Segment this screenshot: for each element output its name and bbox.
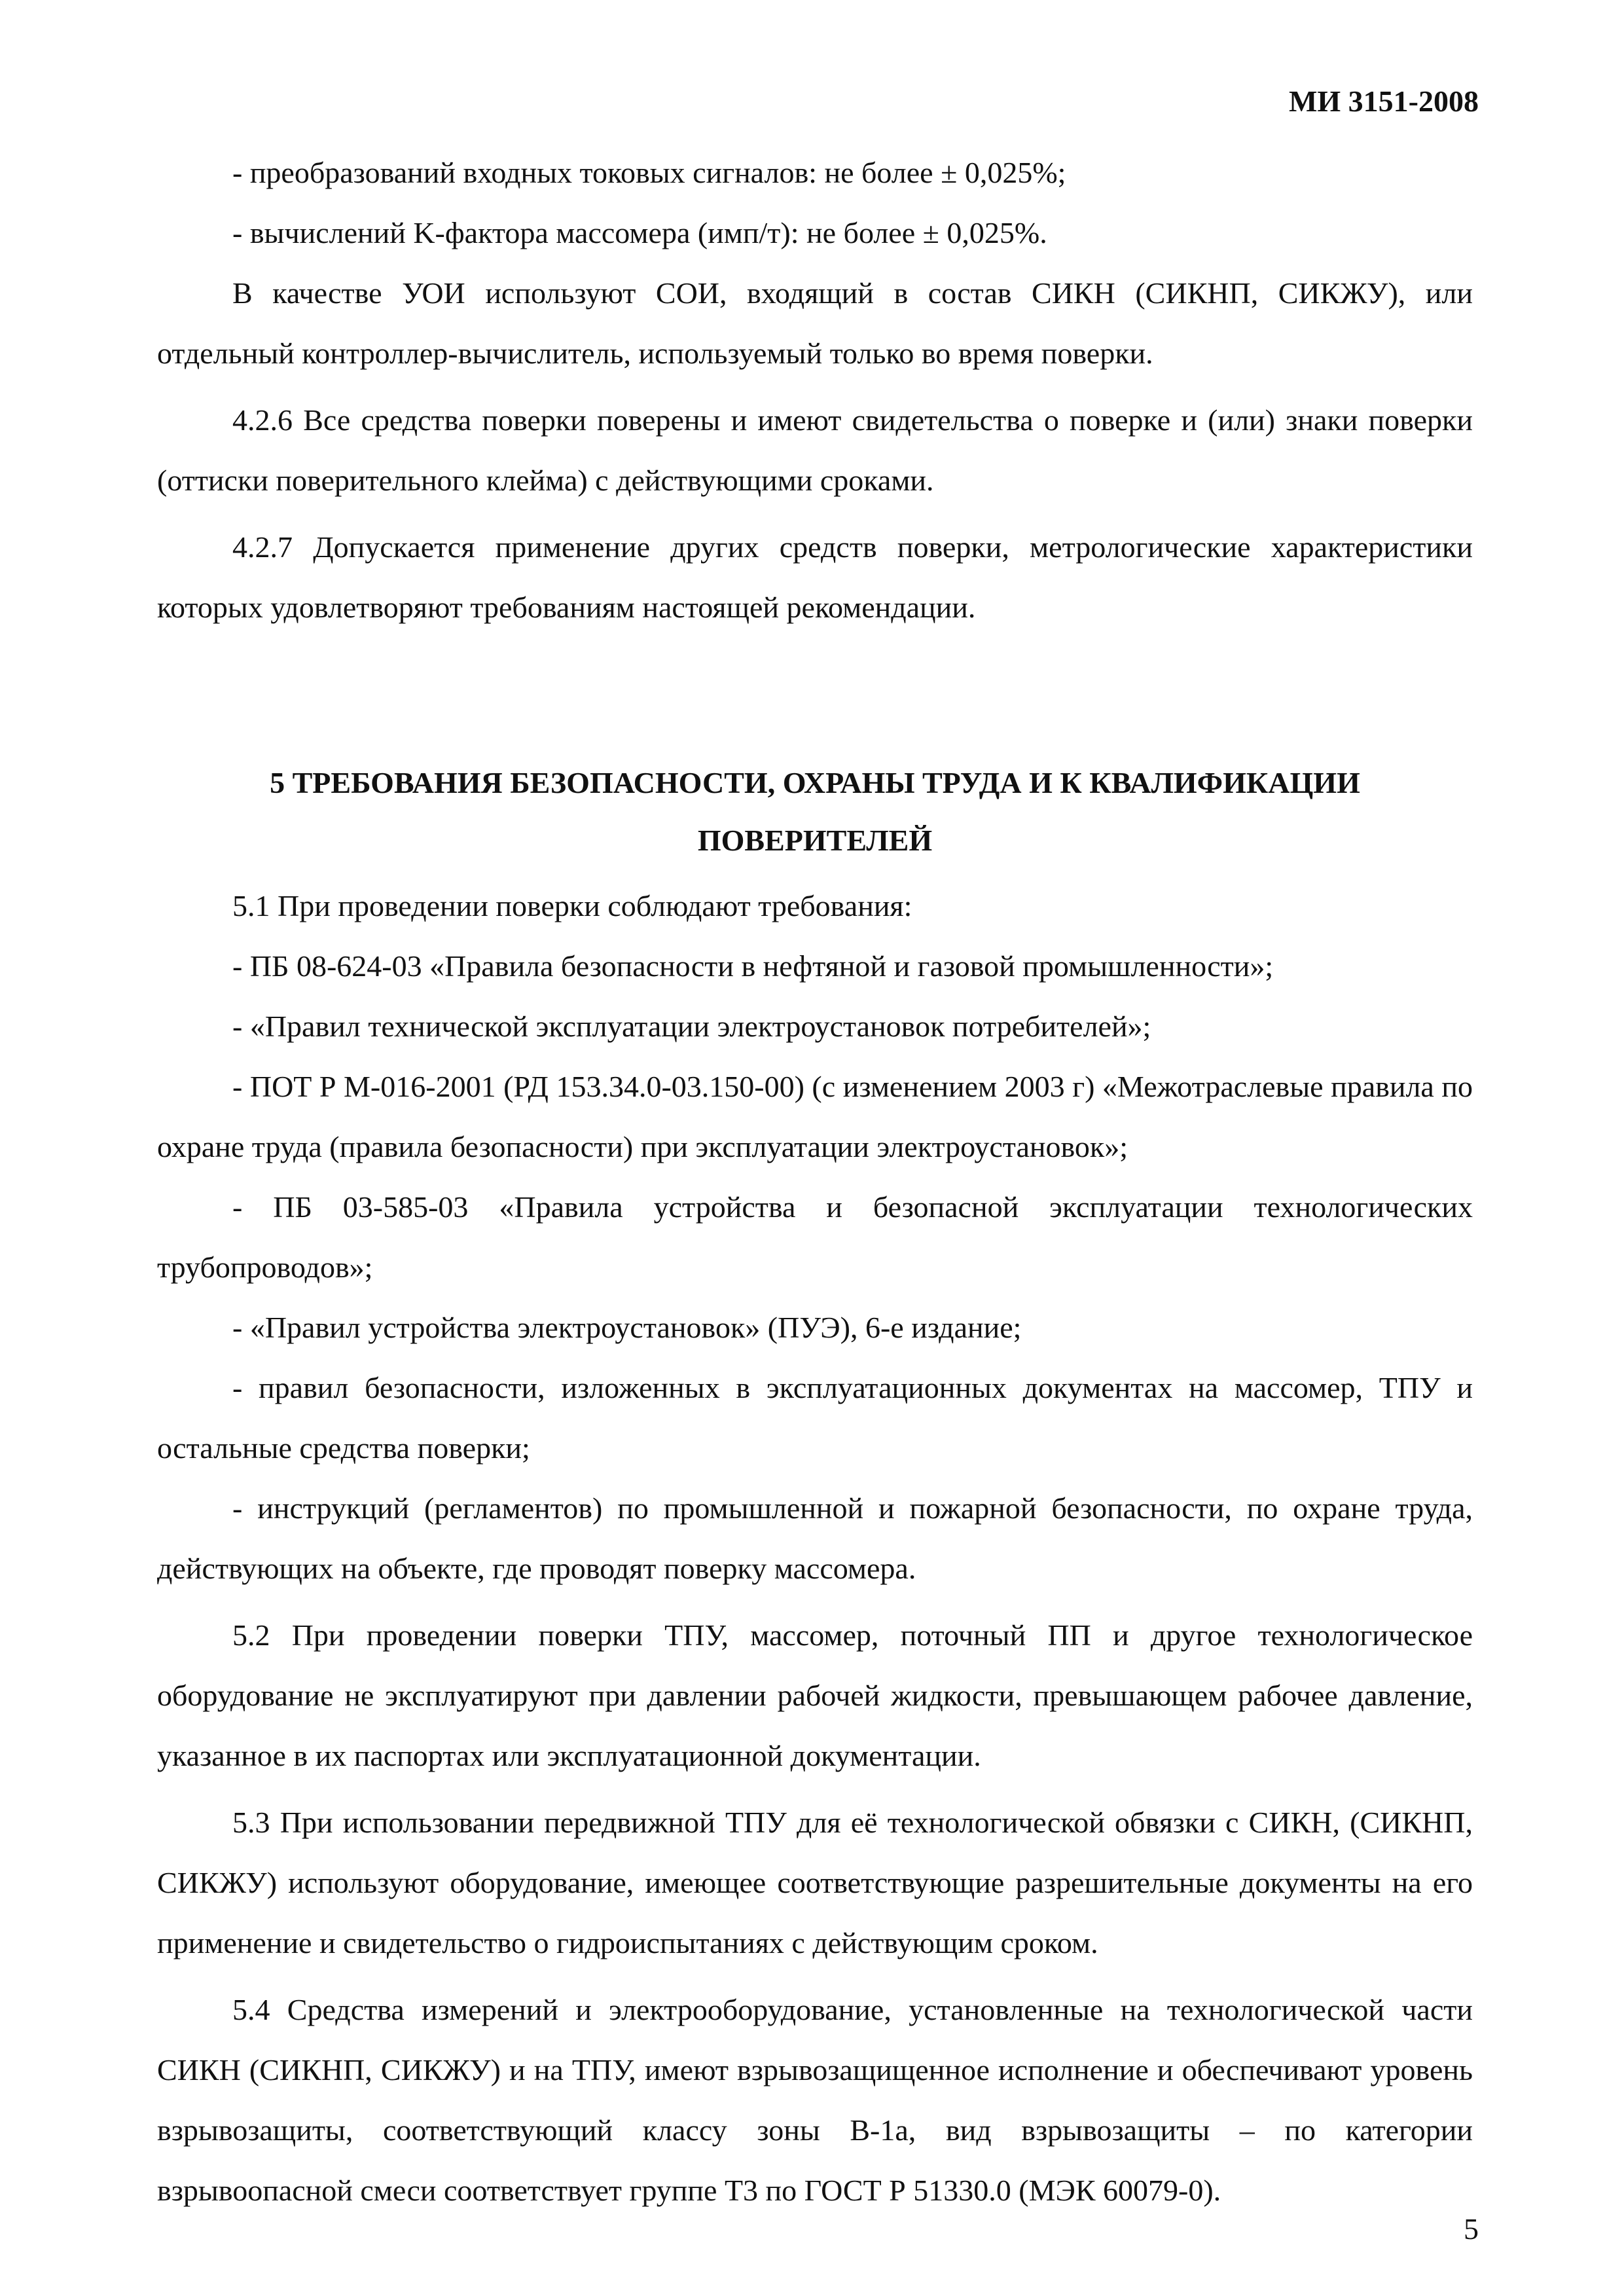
page-number: 5: [1464, 2212, 1479, 2246]
paragraph: - вычислений K-фактора массомера (имп/т): не более ± 0,025%.: [232, 216, 1047, 249]
paragraph: 5.3 При использовании передвижной ТПУ для её технологической обвязки с СИКН, (СИКНП, СИКЖУ) используют оборудование, имеющее соответствующие разрешительные документы на его применение и свидетельство о гидроиспытаниях с действующим сроком.: [157, 1806, 1473, 1959]
list-item: - ПБ 03-585-03 «Правила устройства и безопасной эксплуатации технологических трубопроводов»;: [157, 1190, 1473, 1284]
list-item: - инструкций (регламентов) по промышленной и пожарной безопасности, по охране труда, действующих на объекте, где проводят поверку массомера.: [157, 1491, 1473, 1585]
paragraph: 4.2.7 Допускается применение других средств поверки, метрологические характеристики которых удовлетворяют требованиям настоящей рекомендации.: [157, 530, 1473, 624]
paragraph: 4.2.6 Все средства поверки поверены и имеют свидетельства о поверке и (или) знаки поверки (оттиски поверительного клейма) с действующими сроками.: [157, 403, 1473, 497]
list-item: - «Правил технической эксплуатации электроустановок потребителей»;: [232, 1010, 1151, 1043]
list-item: - ПОТ Р М-016-2001 (РД 153.34.0-03.150-00) (с изменением 2003 г) «Межотраслевые правила по охране труда (правила безопасности) при эксплуатации электроустановок»;: [157, 1070, 1473, 1163]
section-heading: 5 ТРЕБОВАНИЯ БЕЗОПАСНОСТИ, ОХРАНЫ ТРУДА И К КВАЛИФИКАЦИИ ПОВЕРИТЕЛЕЙ: [270, 766, 1360, 857]
paragraph: 5.4 Средства измерений и электрооборудование, установленные на технологической части СИКН (СИКНП, СИКЖУ) и на ТПУ, имеют взрывозащищенное исполнение и обеспечивают уровень взрывозащиты, соответствующий классу зоны В-1а, вид взрывозащиты – по категории взрывоопасной смеси соответствует группе Т3 по ГОСТ Р 51330.0 (МЭК 60079-0).: [157, 1993, 1473, 2207]
paragraph: - преобразований входных токовых сигналов: не более ± 0,025%;: [232, 156, 1066, 189]
paragraph: 5.1 При проведении поверки соблюдают требования:: [232, 889, 912, 922]
list-item: - ПБ 08-624-03 «Правила безопасности в нефтяной и газовой промышленности»;: [232, 949, 1274, 983]
paragraph: В качестве УОИ используют СОИ, входящий в состав СИКН (СИКНП, СИКЖУ), или отдельный контроллер-вычислитель, используемый только во время поверки.: [157, 276, 1473, 370]
document-code: МИ 3151-2008: [1288, 84, 1479, 118]
list-item: - «Правил устройства электроустановок» (ПУЭ), 6-е издание;: [232, 1311, 1022, 1344]
page-content: [157, 143, 1473, 2221]
paragraph: 5.2 При проведении поверки ТПУ, массомер, поточный ПП и другое технологическое оборудование не эксплуатируют при давлении рабочей жидкости, превышающем рабочее давление, указанное в их паспортах или эксплуатационной документации.: [157, 1618, 1473, 1772]
list-item: - правил безопасности, изложенных в эксплуатационных документах на массомер, ТПУ и остальные средства поверки;: [157, 1371, 1473, 1465]
